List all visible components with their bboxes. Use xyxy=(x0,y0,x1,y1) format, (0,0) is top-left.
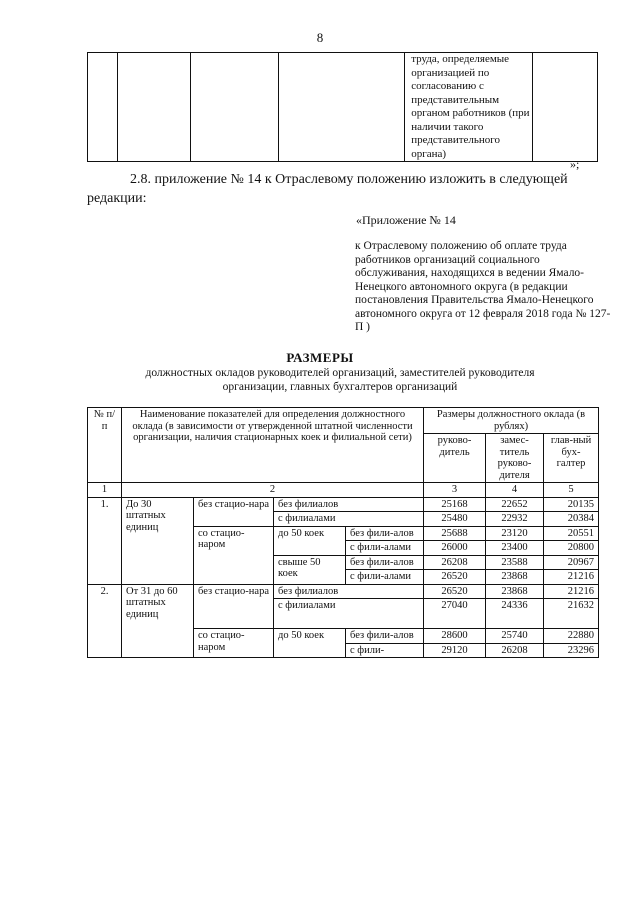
value-cell: 24336 xyxy=(486,599,544,629)
with-beds-label: со стацио-наром xyxy=(194,629,274,658)
value-cell: 22880 xyxy=(544,629,599,644)
value-cell: 22932 xyxy=(486,512,544,527)
value-cell: 22652 xyxy=(486,497,544,512)
value-cell: 25688 xyxy=(424,526,486,541)
closing-quote: »; xyxy=(570,157,580,171)
value-cell: 20135 xyxy=(544,497,599,512)
value-cell: 20800 xyxy=(544,541,599,556)
staff-range: До 30 штатных единиц xyxy=(122,497,194,584)
sub-branch-label: без фили-алов xyxy=(346,629,424,644)
value-cell: 27040 xyxy=(424,599,486,629)
value-cell: 26000 xyxy=(424,541,486,556)
document-subheading: должностных окладов руководителей организаций, заместителей руководителя организации, главных бухгалтеров организаций xyxy=(145,367,535,393)
continuation-table xyxy=(87,52,598,162)
branch-label: без филиалов xyxy=(274,584,424,599)
cont-cell-text: труда, определяемые организацией по согласованию с представительным органом работников (при наличии такого представительного органа) xyxy=(405,53,533,162)
branch-label: без филиалов xyxy=(274,497,424,512)
value-cell: 23868 xyxy=(486,584,544,599)
beds-range-label: до 50 коек xyxy=(274,629,346,658)
value-cell: 20551 xyxy=(544,526,599,541)
cont-cell-4 xyxy=(278,53,405,162)
header-accountant: глав-ный бух-галтер xyxy=(544,434,599,483)
sub-branch-label: с фили-алами xyxy=(346,541,424,556)
beds-range-label: свыше 50 коек xyxy=(274,555,346,584)
branch-label: с филиалами xyxy=(274,599,424,629)
colnum-5: 5 xyxy=(544,483,599,498)
colnum-3: 3 xyxy=(424,483,486,498)
value-cell: 28600 xyxy=(424,629,486,644)
colnum-2: 2 xyxy=(122,483,424,498)
page-number: 8 xyxy=(316,30,324,45)
appendix-caption: к Отраслевому положению об оплате труда работников организаций социального обслуживания, находящихся в ведении Ямало-Ненецкого автономного округа (в редакции постановления Правительства Ямало-Ненецкого автономного округа от 12 февраля 2018 года № 127-П ) xyxy=(355,240,611,333)
value-cell: 20384 xyxy=(544,512,599,527)
staff-range: От 31 до 60 штатных единиц xyxy=(122,584,194,658)
value-cell: 23588 xyxy=(486,555,544,570)
with-beds-label: со стацио-наром xyxy=(194,526,274,584)
value-cell: 26520 xyxy=(424,584,486,599)
no-beds-label: без стацио-нара xyxy=(194,497,274,526)
header-sizes: Размеры должностного оклада (в рублях) xyxy=(424,408,599,434)
value-cell: 26520 xyxy=(424,570,486,585)
value-cell: 23400 xyxy=(486,541,544,556)
colnum-4: 4 xyxy=(486,483,544,498)
beds-range-label: до 50 коек xyxy=(274,526,346,555)
value-cell: 23296 xyxy=(544,643,599,658)
amendment-paragraph-line2: редакции: xyxy=(87,191,147,206)
table-row xyxy=(88,584,599,599)
row-num: 2. xyxy=(88,584,122,658)
value-cell: 25480 xyxy=(424,512,486,527)
cont-cell-2 xyxy=(117,53,190,162)
value-cell: 21216 xyxy=(544,570,599,585)
colnum-1: 1 xyxy=(88,483,122,498)
value-cell: 21216 xyxy=(544,584,599,599)
value-cell: 26208 xyxy=(486,643,544,658)
sub-branch-label: с фили- xyxy=(346,643,424,658)
value-cell: 29120 xyxy=(424,643,486,658)
value-cell: 23868 xyxy=(486,570,544,585)
sub-branch-label: без фили-алов xyxy=(346,526,424,541)
sub-branch-label: без фили-алов xyxy=(346,555,424,570)
cont-cell-3 xyxy=(190,53,278,162)
table-row xyxy=(88,497,599,512)
header-head: руково-дитель xyxy=(424,434,486,483)
cont-cell-1 xyxy=(88,53,118,162)
document-heading: РАЗМЕРЫ xyxy=(286,350,354,365)
amendment-paragraph-line1: 2.8. приложение № 14 к Отраслевому положению изложить в следующей xyxy=(130,172,568,187)
row-num: 1. xyxy=(88,497,122,584)
no-beds-label: без стацио-нара xyxy=(194,584,274,629)
value-cell: 25168 xyxy=(424,497,486,512)
header-num: № п/п xyxy=(88,408,122,483)
branch-label: с филиалами xyxy=(274,512,424,527)
value-cell: 26208 xyxy=(424,555,486,570)
sub-branch-label: с фили-алами xyxy=(346,570,424,585)
value-cell: 23120 xyxy=(486,526,544,541)
value-cell: 20967 xyxy=(544,555,599,570)
value-cell: 21632 xyxy=(544,599,599,629)
appendix-title: «Приложение № 14 xyxy=(356,213,456,227)
header-name: Наименование показателей для определения должностного оклада (в зависимости от утвержденной штатной численности организации, наличия стационарных коек и филиальной сети) xyxy=(122,408,424,483)
header-deputy: замес-титель руково-дителя xyxy=(486,434,544,483)
cont-cell-6 xyxy=(533,53,598,162)
salary-table xyxy=(87,407,599,658)
value-cell: 25740 xyxy=(486,629,544,644)
